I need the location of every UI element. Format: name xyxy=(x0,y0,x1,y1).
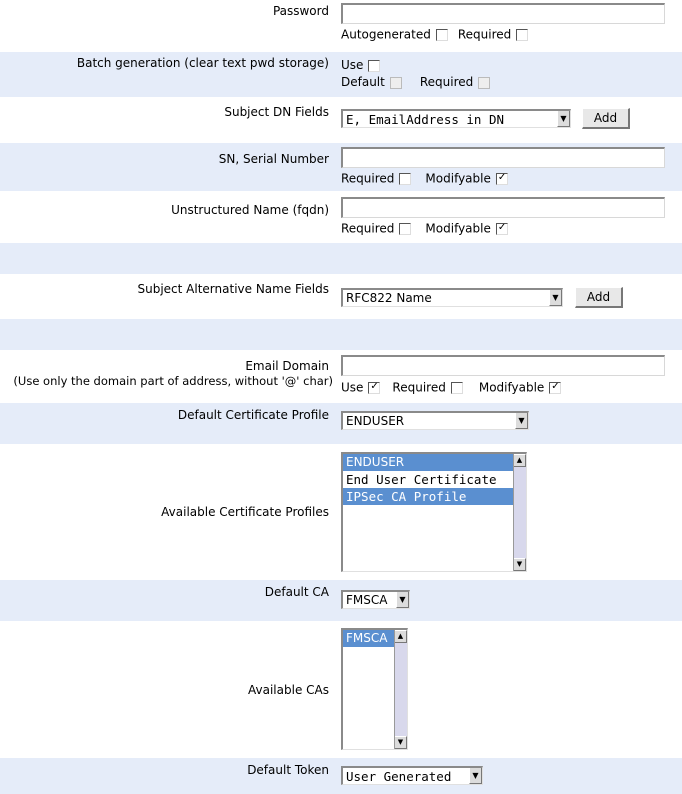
default-token-row xyxy=(0,758,682,794)
autogenerated-label: Autogenerated xyxy=(341,27,431,42)
sn-modifyable-checkbox[interactable]: ✓ xyxy=(497,171,507,183)
chevron-up-icon[interactable]: ▲ xyxy=(395,630,407,643)
password-label: Password xyxy=(0,0,337,52)
chevron-up-icon[interactable]: ▲ xyxy=(514,454,526,467)
chevron-down-icon: ▼ xyxy=(469,768,482,784)
scrollbar[interactable] xyxy=(394,630,407,749)
serial-number-input[interactable] xyxy=(341,147,665,168)
default-ca-selected: FMSCA xyxy=(346,593,388,607)
chevron-down-icon[interactable]: ▼ xyxy=(395,736,407,749)
default-cert-profile-selected: ENDUSER xyxy=(346,414,405,428)
default-cert-profile-label: Default Certificate Profile xyxy=(0,403,337,444)
subject-alt-select[interactable] xyxy=(341,288,563,307)
list-item[interactable]: End User Certificate xyxy=(346,472,497,487)
add-subject-alt-button[interactable]: Add xyxy=(575,287,623,308)
default-ca-select[interactable] xyxy=(341,590,410,609)
email-domain-label: Email Domain xyxy=(245,359,329,373)
add-subject-dn-button[interactable]: Add xyxy=(582,108,630,129)
default-cert-profile-row xyxy=(0,403,682,444)
default-ca-row xyxy=(0,580,682,621)
subject-dn-label: Subject DN Fields xyxy=(0,97,337,143)
password-input[interactable] xyxy=(341,3,665,24)
batch-required-label: Required xyxy=(419,75,474,89)
spacer-row xyxy=(0,243,682,274)
batch-default-checkbox[interactable] xyxy=(390,77,402,89)
available-cert-profiles-row xyxy=(0,444,682,580)
un-modifyable-label: Modifyable xyxy=(425,221,491,236)
chevron-down-icon[interactable]: ▼ xyxy=(514,558,526,571)
default-cert-profile-select[interactable] xyxy=(341,411,529,430)
password-required-label: Required xyxy=(457,27,512,42)
password-required-checkbox[interactable] xyxy=(516,29,528,41)
chevron-down-icon: ▼ xyxy=(396,592,409,608)
ed-modifyable-checkbox[interactable]: ✓ xyxy=(551,380,560,392)
serial-number-row xyxy=(0,143,682,191)
subject-dn-selected: E, EmailAddress in DN xyxy=(346,112,505,127)
ed-use-label: Use xyxy=(341,380,364,395)
available-cas-row xyxy=(0,621,682,758)
serial-number-label: SN, Serial Number xyxy=(0,143,337,191)
password-row xyxy=(0,0,682,52)
chevron-down-icon: ▼ xyxy=(557,111,570,127)
subject-dn-select[interactable] xyxy=(341,109,571,128)
batch-row xyxy=(0,52,682,97)
un-required-checkbox[interactable] xyxy=(399,223,411,235)
list-item[interactable]: IPSec CA Profile xyxy=(343,488,526,505)
list-item[interactable]: ENDUSER xyxy=(343,454,526,471)
spacer-row xyxy=(0,319,682,350)
ed-required-label: Required xyxy=(392,380,446,395)
available-cert-profiles-label: Available Certificate Profiles xyxy=(0,444,337,580)
batch-default-label: Default xyxy=(341,75,385,89)
batch-use-label: Use xyxy=(341,58,364,72)
email-domain-note: (Use only the domain part of address, without '@' char) xyxy=(13,374,333,388)
list-item[interactable]: FMSCA xyxy=(343,630,394,647)
sn-modifyable-label: Modifyable xyxy=(425,171,491,186)
chevron-down-icon: ▼ xyxy=(515,413,528,429)
un-required-label: Required xyxy=(341,221,395,236)
ed-use-checkbox[interactable]: ✓ xyxy=(370,380,379,392)
default-ca-label: Default CA xyxy=(0,580,337,621)
default-token-label: Default Token xyxy=(0,758,337,794)
chevron-down-icon: ▼ xyxy=(549,290,562,306)
sn-required-checkbox[interactable] xyxy=(399,173,411,185)
batch-required-checkbox[interactable] xyxy=(478,77,490,89)
ed-modifyable-label: Modifyable xyxy=(478,380,545,395)
default-token-select[interactable] xyxy=(341,766,483,785)
unstructured-name-input[interactable] xyxy=(341,197,665,218)
available-cas-label: Available CAs xyxy=(0,621,337,758)
ed-required-checkbox[interactable] xyxy=(451,382,463,394)
un-modifyable-checkbox[interactable]: ✓ xyxy=(497,221,507,233)
subject-dn-row xyxy=(0,97,682,143)
email-domain-row xyxy=(0,350,682,403)
scrollbar[interactable] xyxy=(513,454,526,571)
unstructured-name-label: Unstructured Name (fqdn) xyxy=(0,191,337,243)
subject-alt-label: Subject Alternative Name Fields xyxy=(0,274,337,319)
autogenerated-checkbox[interactable] xyxy=(436,29,448,41)
batch-label: Batch generation (clear text pwd storage) xyxy=(0,52,337,97)
available-cas-list[interactable] xyxy=(341,628,408,750)
available-cert-profiles-list[interactable] xyxy=(341,452,527,572)
batch-use-checkbox[interactable] xyxy=(368,60,380,72)
email-domain-input[interactable] xyxy=(341,355,665,376)
default-token-selected: User Generated xyxy=(346,769,452,784)
subject-alt-selected: RFC822 Name xyxy=(346,291,432,305)
sn-required-label: Required xyxy=(341,171,395,186)
subject-alt-row xyxy=(0,274,682,319)
unstructured-name-row xyxy=(0,191,682,243)
